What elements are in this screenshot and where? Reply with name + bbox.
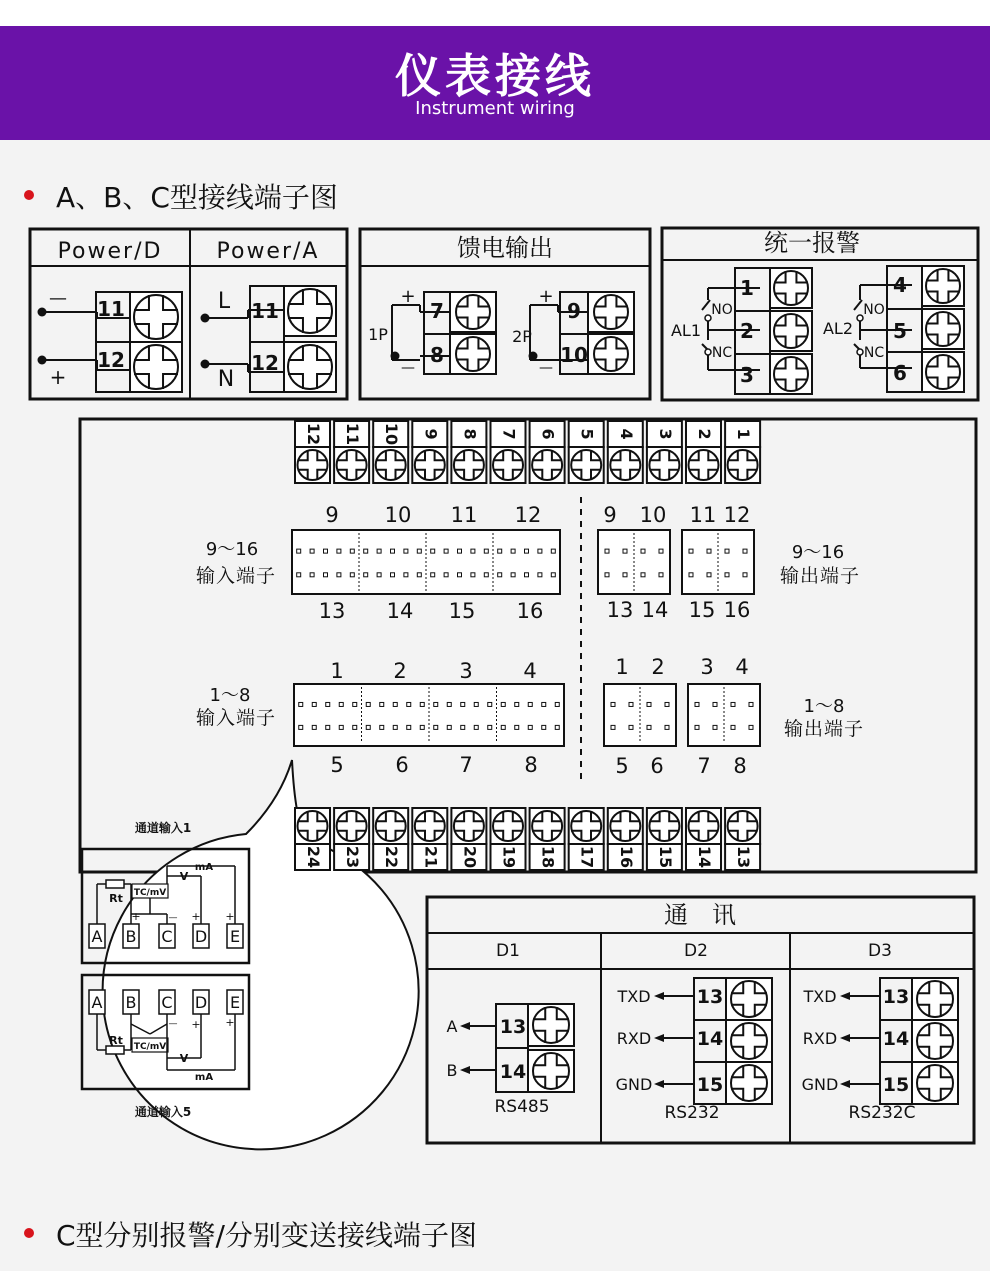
callout-plus: +: [225, 1016, 235, 1029]
input-9-16-label: 输入端子: [195, 565, 277, 587]
callout-plus: +: [131, 910, 141, 923]
callout-terminal-letter: D: [194, 993, 208, 1012]
screw-terminal-icon: [926, 312, 960, 346]
alarm-t5: 5: [893, 319, 907, 343]
screw-terminal-icon: [571, 811, 601, 841]
screw-terminal-icon: [774, 357, 808, 391]
feed-minus-2: —: [539, 360, 553, 376]
alarm-nc-1: NC: [711, 345, 733, 361]
output-1-8-bottom-number: 7: [697, 754, 711, 778]
input-1-8-bottom-number: 8: [524, 753, 538, 777]
input-1-8-top-number: 1: [330, 659, 344, 683]
screw-terminal-icon: [649, 450, 679, 480]
callout-rt-5: Rt: [109, 1034, 123, 1047]
alarm-al1: AL1: [670, 321, 702, 340]
callout-terminal-letter: C: [161, 927, 173, 946]
bottom-terminal-number: 19: [499, 845, 519, 869]
output-1-8-top-number: 4: [735, 655, 749, 679]
comm-d3-signal-gnd: GND: [801, 1075, 839, 1094]
ch5-terminal-B: [123, 990, 139, 1014]
comm-d1-b: B: [446, 1061, 458, 1080]
alarm-t6: 6: [893, 361, 907, 385]
callout-plus: +: [191, 1018, 201, 1031]
section-title-abc: A、B、C型接线端子图: [24, 180, 338, 215]
contact-icon: [857, 315, 863, 321]
screw-terminal-icon: [689, 450, 719, 480]
output-9-16-top-number: 9: [603, 503, 617, 527]
screw-terminal-icon: [456, 337, 490, 371]
output-1-8-range: 1～8: [803, 696, 845, 717]
power-a-t11: 11: [251, 299, 279, 323]
output-9-16-label: 输出端子: [779, 565, 861, 587]
input-1-8-top-number: 3: [459, 659, 473, 683]
comm-arrow-icon: [460, 1022, 496, 1030]
alarm-t2: 2: [740, 319, 754, 343]
input-9-16-top-number: 9: [325, 503, 339, 527]
comm-d2-t15: 15: [696, 1074, 724, 1096]
output-9-16-bottom-number: 13: [606, 598, 634, 622]
comm-d2-signal-gnd: GND: [615, 1075, 653, 1094]
bottom-terminal-number: 17: [577, 845, 597, 869]
comm-d1: D1: [496, 941, 520, 961]
comm-arrow-icon: [654, 992, 694, 1000]
screw-terminal-icon: [454, 811, 484, 841]
bottom-terminal-number: 13: [734, 845, 754, 869]
bottom-terminal-number: 22: [382, 845, 402, 869]
alarm-no-2: NO: [863, 302, 885, 318]
power-d-title: Power/D: [57, 239, 163, 264]
comm-d2: D2: [684, 941, 708, 961]
top-terminal-number: 1: [734, 428, 754, 440]
comm-rs232c: RS232C: [848, 1103, 916, 1123]
output-connector-3-4: [688, 684, 760, 746]
callout-ma-5: mA: [194, 1072, 214, 1083]
output-9-16-bottom-number: 15: [688, 598, 716, 622]
screw-terminal-icon: [594, 295, 628, 329]
ch5-terminal-D: [193, 990, 209, 1014]
comm-d3-signal-rxd: RXD: [802, 1029, 838, 1048]
callout-terminal-letter: C: [161, 993, 173, 1012]
input-1-8-bottom-number: 6: [395, 753, 409, 777]
output-connector-11-12: [682, 530, 754, 594]
power-d-minus: —: [49, 288, 67, 309]
screw-terminal-icon: [533, 1007, 569, 1043]
power-a-l: L: [217, 289, 231, 314]
input-9-16-bottom-number: 13: [318, 599, 346, 623]
comm-rs232: RS232: [664, 1103, 720, 1123]
alarm-al2: AL2: [822, 319, 854, 338]
wire-end-dot-icon: [38, 308, 47, 317]
bottom-terminal-number: 18: [538, 845, 558, 869]
bottom-terminal-number: 15: [655, 845, 675, 869]
top-terminal-number: 3: [655, 428, 675, 440]
screw-terminal-icon: [774, 314, 808, 348]
power-a-t12: 12: [251, 351, 279, 375]
screw-terminal-icon: [134, 295, 178, 339]
power-d-t11: 11: [97, 297, 125, 321]
power-a-n: N: [217, 367, 235, 392]
feed-t8: 8: [430, 343, 444, 367]
top-terminal-number: 11: [343, 422, 363, 446]
screw-terminal-icon: [728, 450, 758, 480]
screw-terminal-icon: [917, 1065, 953, 1101]
header-subtitle: Instrument wiring: [415, 98, 575, 119]
output-connector-9-10: [598, 530, 670, 594]
section-title-c-separate: C型分别报警/分别变送接线端子图: [24, 1218, 477, 1253]
callout-terminal-letter: A: [91, 993, 103, 1012]
callout-v-1: V: [179, 870, 189, 883]
comm-d3-t14: 14: [882, 1028, 910, 1050]
top-terminal-number: 6: [538, 428, 558, 440]
resistor-icon: [106, 880, 124, 888]
comm-d2-t13: 13: [696, 986, 724, 1008]
screw-terminal-icon: [337, 811, 367, 841]
screw-terminal-icon: [917, 1023, 953, 1059]
top-terminal-number: 12: [304, 422, 323, 446]
input-1-8-top-number: 4: [523, 659, 537, 683]
comm-d2-t14: 14: [696, 1028, 724, 1050]
screw-terminal-icon: [493, 811, 523, 841]
input-1-8-range: 1～8: [209, 685, 251, 706]
screw-terminal-icon: [594, 337, 628, 371]
feed-t9: 9: [567, 299, 581, 323]
screw-terminal-icon: [532, 811, 562, 841]
feed-t7: 7: [430, 299, 444, 323]
screw-terminal-icon: [926, 355, 960, 389]
resistor-icon: [106, 1046, 124, 1054]
comm-arrow-icon: [840, 992, 880, 1000]
callout-plus: +: [225, 910, 235, 923]
comm-d2-signal-txd: TXD: [617, 987, 651, 1006]
input-connector-9-16: [292, 530, 560, 594]
screw-terminal-icon: [917, 981, 953, 1017]
output-1-8-bottom-number: 6: [650, 754, 664, 778]
screw-terminal-icon: [731, 981, 767, 1017]
callout-tcmv-5: TC/mV: [133, 1042, 167, 1052]
output-1-8-bottom-number: 5: [615, 754, 629, 778]
output-9-16-top-number: 10: [639, 503, 667, 527]
screw-terminal-icon: [298, 450, 328, 480]
screw-terminal-icon: [288, 289, 332, 333]
feed-plus-2: +: [538, 286, 554, 307]
callout-ch1: 通道输入1: [134, 821, 192, 835]
alarm-nc-2: NC: [863, 345, 885, 361]
callout-minus: —: [168, 1019, 178, 1029]
callout-plus: +: [191, 910, 201, 923]
screw-terminal-icon: [774, 271, 808, 305]
input-9-16-top-number: 10: [384, 503, 412, 527]
screw-terminal-icon: [731, 1065, 767, 1101]
input-1-8-bottom-number: 5: [330, 753, 344, 777]
screw-terminal-icon: [376, 450, 406, 480]
callout-terminal-letter: A: [91, 927, 103, 946]
output-9-16-top-number: 11: [689, 503, 717, 527]
input-1-8-bottom-number: 7: [459, 753, 473, 777]
output-1-8-top-number: 1: [615, 655, 629, 679]
bottom-terminal-number: 16: [616, 845, 636, 869]
callout-tcmv-1: TC/mV: [133, 888, 167, 898]
screw-terminal-icon: [454, 450, 484, 480]
output-9-16-top-number: 12: [723, 503, 751, 527]
screw-terminal-icon: [376, 811, 406, 841]
comm-d1-a: A: [446, 1017, 458, 1036]
ch5-terminal-A: [89, 990, 105, 1014]
wire-end-dot-icon: [38, 356, 47, 365]
ch5-terminal-E: [227, 990, 243, 1014]
power-a-title: Power/A: [216, 239, 320, 264]
input-1-8-top-number: 2: [393, 659, 407, 683]
top-terminal-number: 8: [460, 428, 480, 440]
output-9-16-range: 9～16: [791, 542, 845, 563]
alarm-no-1: NO: [711, 302, 733, 318]
screw-terminal-icon: [689, 811, 719, 841]
input-9-16-bottom-number: 16: [516, 599, 544, 623]
input-9-16-top-number: 11: [450, 503, 478, 527]
top-terminal-number: 2: [695, 428, 714, 440]
callout-terminal-letter: E: [229, 993, 241, 1012]
output-1-8-top-number: 2: [651, 655, 665, 679]
callout-terminal-letter: E: [229, 927, 241, 946]
input-9-16-top-number: 12: [514, 503, 542, 527]
screw-terminal-icon: [571, 450, 601, 480]
comm-d3-t13: 13: [882, 986, 910, 1008]
bottom-terminal-number: 24: [304, 845, 323, 869]
callout-ma-1: mA: [194, 862, 214, 873]
callout-terminal-letter: B: [125, 993, 137, 1012]
power-d-t12: 12: [97, 348, 125, 372]
power-d-plus: +: [49, 365, 67, 389]
comm-d3: D3: [868, 941, 892, 961]
screw-terminal-icon: [731, 1023, 767, 1059]
comm-d3-t15: 15: [882, 1074, 910, 1096]
callout-terminal-letter: B: [125, 927, 137, 946]
alarm-t1: 1: [740, 276, 754, 300]
ch1-terminal-E: [227, 924, 243, 948]
input-connector-1-8: [294, 684, 564, 746]
screw-terminal-icon: [649, 811, 679, 841]
callout-v-5: V: [179, 1052, 189, 1065]
bottom-terminal-number: 21: [421, 845, 441, 869]
top-terminal-number: 10: [382, 422, 402, 446]
screw-terminal-icon: [134, 345, 178, 389]
screw-terminal-icon: [493, 450, 523, 480]
wire-end-dot-icon: [201, 314, 210, 323]
top-terminal-number: 9: [421, 428, 441, 440]
screw-terminal-icon: [610, 450, 640, 480]
ch1-terminal-D: [193, 924, 209, 948]
feed-title: 馈电输出: [457, 234, 553, 262]
alarm-t3: 3: [740, 363, 754, 387]
comm-rs485: RS485: [494, 1097, 550, 1117]
ch1-terminal-A: [89, 924, 105, 948]
comm-title: 通 讯: [664, 901, 736, 929]
callout-minus: —: [168, 913, 178, 923]
alarm-t4: 4: [893, 273, 907, 297]
callout-terminal-letter: D: [194, 927, 208, 946]
screw-terminal-icon: [532, 450, 562, 480]
bottom-terminal-number: 14: [695, 845, 714, 869]
comm-arrow-icon: [654, 1034, 694, 1042]
comm-arrow-icon: [654, 1080, 694, 1088]
comm-arrow-icon: [460, 1066, 496, 1074]
top-terminal-number: 4: [616, 428, 636, 440]
input-9-16-bottom-number: 15: [448, 599, 476, 623]
top-terminal-number: 5: [577, 428, 597, 440]
wire-end-dot-icon: [391, 352, 400, 361]
screw-terminal-icon: [288, 345, 332, 389]
comm-d1-t14: 14: [499, 1061, 527, 1083]
alarm-title: 统一报警: [764, 229, 860, 257]
feed-plus-1: +: [400, 286, 416, 307]
screw-terminal-icon: [610, 811, 640, 841]
screw-terminal-icon: [926, 269, 960, 303]
top-terminal-number: 7: [499, 428, 519, 440]
screw-terminal-icon: [728, 811, 758, 841]
screw-terminal-icon: [456, 295, 490, 329]
output-1-8-bottom-number: 8: [733, 754, 747, 778]
contact-icon: [705, 315, 711, 321]
screw-terminal-icon: [415, 811, 445, 841]
output-connector-1-2: [604, 684, 676, 746]
comm-d3-signal-txd: TXD: [803, 987, 837, 1006]
input-1-8-label: 输入端子: [195, 707, 277, 729]
ch1-terminal-B: [123, 924, 139, 948]
wire-end-dot-icon: [529, 352, 538, 361]
input-9-16-range: 9～16: [205, 539, 259, 560]
callout-rt-1: Rt: [109, 892, 123, 905]
screw-terminal-icon: [533, 1053, 569, 1089]
output-1-8-top-number: 3: [700, 655, 714, 679]
feed-2p: 2P: [512, 327, 532, 346]
comm-arrow-icon: [840, 1034, 880, 1042]
input-9-16-bottom-number: 14: [386, 599, 414, 623]
wire-end-dot-icon: [201, 360, 210, 369]
output-9-16-bottom-number: 14: [641, 598, 669, 622]
screw-terminal-icon: [415, 450, 445, 480]
callout-bubble: [103, 760, 419, 1149]
feed-t10: 10: [560, 343, 588, 367]
screw-terminal-icon: [298, 811, 328, 841]
contact-icon: [705, 349, 711, 355]
callout-ch5: 通道输入5: [134, 1105, 192, 1119]
bottom-terminal-number: 20: [460, 845, 480, 869]
bottom-terminal-number: 23: [343, 845, 363, 869]
ch5-terminal-C: [159, 990, 175, 1014]
comm-d1-t13: 13: [499, 1016, 527, 1038]
main-board: [80, 419, 976, 872]
comm-d2-signal-rxd: RXD: [616, 1029, 652, 1048]
comm-arrow-icon: [840, 1080, 880, 1088]
header-title: 仪表接线: [395, 49, 595, 103]
feed-1p: 1P: [368, 325, 388, 344]
feed-minus-1: —: [401, 360, 415, 376]
contact-icon: [857, 349, 863, 355]
output-1-8-label: 输出端子: [783, 718, 865, 740]
ch1-terminal-C: [159, 924, 175, 948]
output-9-16-bottom-number: 16: [723, 598, 751, 622]
screw-terminal-icon: [337, 450, 367, 480]
